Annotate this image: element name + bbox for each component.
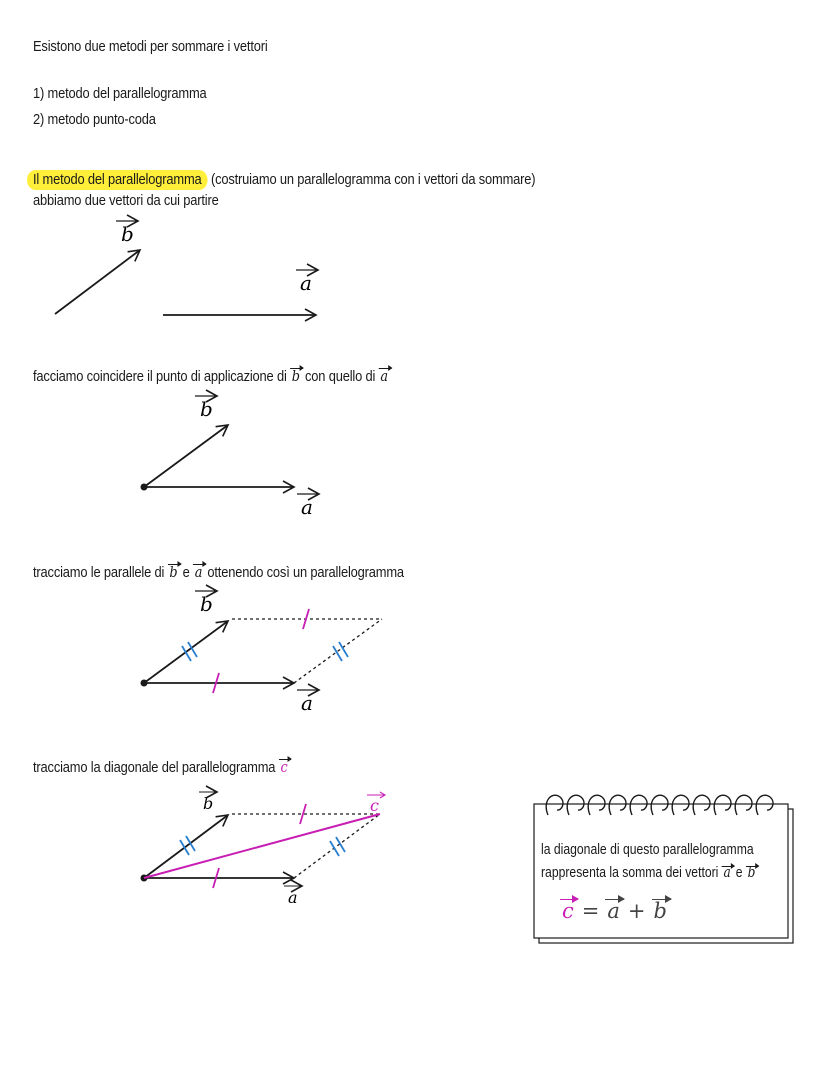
double-tick-b-1: [180, 840, 189, 855]
highlighted-title: Il metodo del parallelogramma: [27, 170, 208, 190]
method-item-2: 2) metodo punto-coda: [33, 111, 156, 128]
vector-a-label: a: [288, 888, 298, 907]
diagram-separate-vectors: [55, 221, 318, 315]
formula-a: a: [607, 899, 620, 923]
vector-b-inline: b: [291, 367, 300, 385]
step4-label: tracciamo la diagonale del parallelogramma: [33, 759, 276, 776]
diagram-diagonal: [141, 792, 386, 907]
parallel-right-dashed: [294, 814, 380, 878]
formula-b: b: [653, 899, 667, 923]
vector-c-label: c: [370, 796, 379, 815]
note-line-2-text: rappresenta la somma dei vettori: [541, 865, 719, 881]
vector-b-label: b: [121, 222, 134, 246]
step2-before: facciamo coincidere il punto di applicazione di: [33, 368, 287, 385]
vector-a-label: a: [301, 691, 313, 715]
tick-mark-top: [303, 609, 309, 629]
vector-c-inline: c: [280, 758, 288, 776]
step3-conj: e: [182, 564, 190, 581]
vector-a-inline: a: [380, 367, 388, 385]
note-conj: e: [735, 865, 743, 881]
vector-b-label: b: [200, 397, 213, 421]
intro-line: Esistono due metodi per sommare i vettori: [33, 38, 268, 55]
vector-b-inline: b: [169, 563, 178, 581]
diagram-parallels: [141, 591, 383, 715]
vector-b-arrow: [144, 815, 228, 878]
vector-a-label: a: [301, 495, 313, 519]
vector-b-label: b: [203, 794, 214, 813]
diagram-common-origin: [141, 396, 320, 519]
double-tick-right-2: [339, 642, 348, 657]
parallel-right-dashed: [294, 619, 382, 683]
step2-middle: con quello di: [305, 368, 376, 385]
formula-c: c: [562, 899, 574, 923]
sum-formula: [560, 899, 669, 923]
vector-a-inline: a: [723, 865, 731, 881]
vector-b-arrow: [55, 250, 140, 314]
diagonal-c: [144, 814, 380, 878]
formula-plus: +: [627, 899, 646, 923]
section-subtitle: (costruiamo un parallelogramma con i vettori da sommare): [210, 171, 536, 188]
vector-a-inline: a: [194, 563, 203, 581]
vector-a-label: a: [300, 271, 312, 295]
note-line-2: [541, 865, 757, 881]
vector-b-inline: b: [747, 865, 756, 881]
vector-b-label: b: [200, 592, 213, 616]
start-text: abbiamo due vettori da cui partire: [33, 192, 219, 209]
double-tick-right-1: [330, 841, 339, 856]
step3-before: tracciamo le parallele di: [33, 564, 165, 581]
step3-after: ottenendo così un parallelogramma: [207, 564, 404, 581]
double-tick-b-2: [186, 836, 195, 851]
vector-b-arrow: [144, 425, 228, 487]
method-item-1: 1) metodo del parallelogramma: [33, 85, 207, 102]
formula-equals: =: [581, 899, 600, 923]
double-tick-right-2: [336, 837, 345, 852]
note-line-1: la diagonale di questo parallelogramma: [541, 842, 754, 858]
